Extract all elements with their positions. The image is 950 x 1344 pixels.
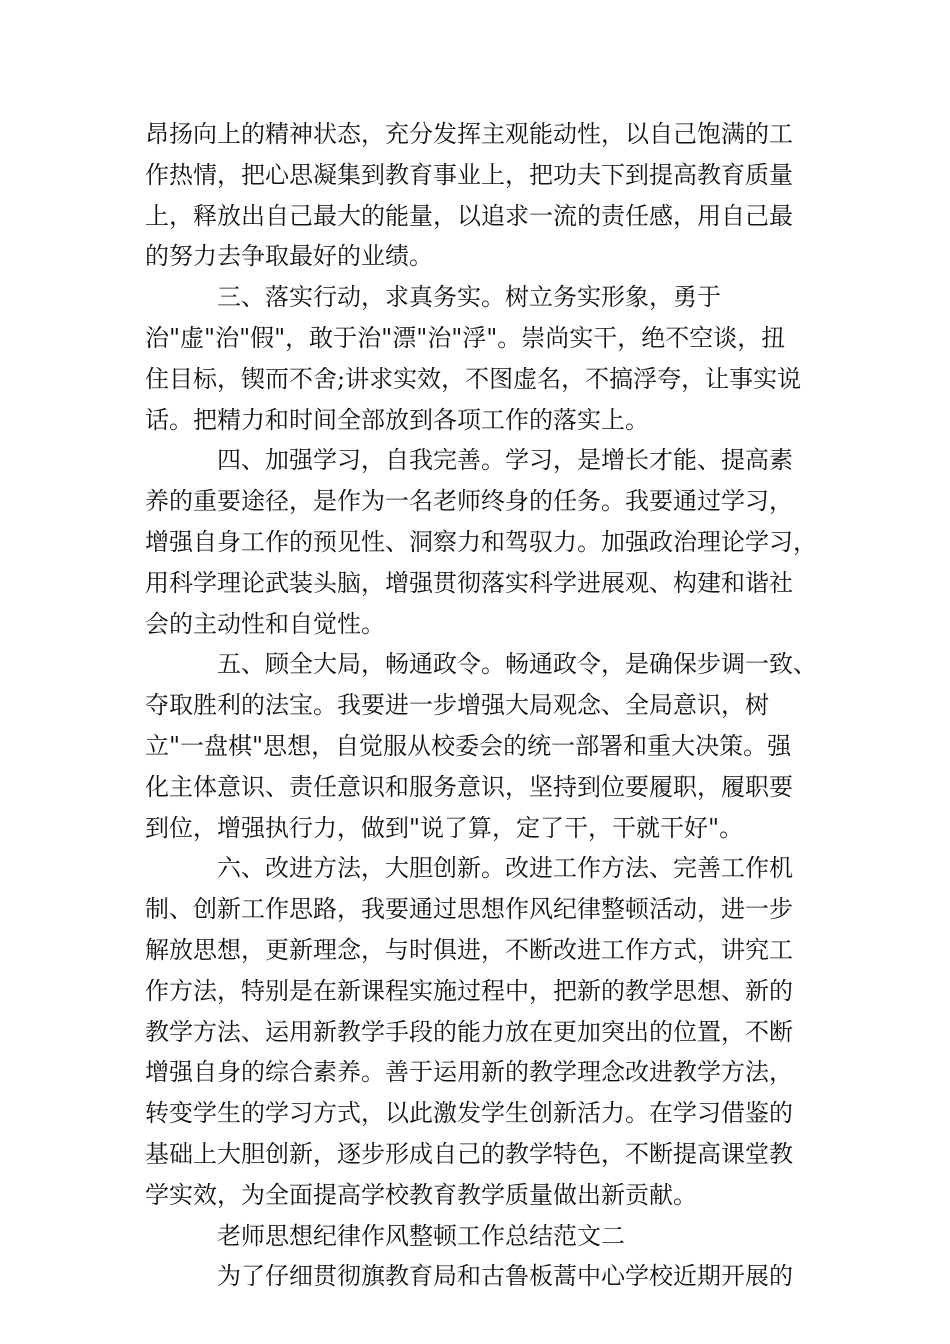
paragraph-line: 会的主动性和自觉性。 — [145, 609, 385, 638]
paragraph-line: 学实效，为全面提高学校教育教学质量做出新贡献。 — [145, 1180, 697, 1209]
paragraph-line: 增强自身的综合素养。善于运用新的教学理念改进教学方法， — [145, 1058, 793, 1087]
paragraph-line: 四、加强学习，自我完善。学习，是增长才能、提高素 — [217, 446, 793, 475]
document-body — [145, 114, 817, 1297]
paragraph-line: 教学方法、运用新教学手段的能力放在更加突出的位置，不断 — [145, 1017, 793, 1046]
paragraph-line: 增强自身工作的预见性、洞察力和驾驭力。加强政治理论学习， — [145, 527, 817, 556]
paragraph-line: 转变学生的学习方式，以此激发学生创新活力。在学习借鉴的 — [145, 1099, 793, 1128]
paragraph-line: 昂扬向上的精神状态，充分发挥主观能动性，以自己饱满的工 — [145, 120, 793, 148]
paragraph-line: 基础上大胆创新，逐步形成自己的教学特色，不断提高课堂教 — [145, 1139, 793, 1168]
paragraph-line: 五、顾全大局，畅通政令。畅通政令，是确保步调一致、 — [217, 650, 817, 679]
section-heading: 老师思想纪律作风整顿工作总结范文二 — [217, 1221, 625, 1250]
paragraph-line: 夺取胜利的法宝。我要进一步增强大局观念、全局意识，树 — [145, 691, 769, 720]
paragraph-line: 上，释放出自己最大的能量，以追求一流的责任感，用自己最 — [145, 201, 793, 230]
paragraph-line: 化主体意识、责任意识和服务意识，坚持到位要履职，履职要 — [145, 772, 793, 801]
paragraph-line: 治"虚"治"假"，敢于治"漂"治"浮"。崇尚实干，绝不空谈，扭 — [145, 323, 786, 352]
paragraph-line: 三、落实行动，求真务实。树立务实形象，勇于 — [217, 283, 721, 312]
paragraph-line: 养的重要途径，是作为一名老师终身的任务。我要通过学习， — [145, 487, 793, 516]
paragraph-line: 的努力去争取最好的业绩。 — [145, 242, 433, 271]
paragraph-line: 用科学理论武装头脑，增强贯彻落实科学进展观、构建和谐社 — [145, 568, 793, 597]
paragraph-line: 解放思想，更新理念，与时俱进，不断改进工作方式，讲究工 — [145, 935, 793, 964]
paragraph-line: 到位，增强执行力，做到"说了算，定了干，干就干好"。 — [145, 813, 744, 842]
paragraph-line: 立"一盘棋"思想，自觉服从校委会的统一部署和重大决策。强 — [145, 731, 792, 760]
paragraph-line: 话。把精力和时间全部放到各项工作的落实上。 — [145, 405, 649, 434]
paragraph-line: 作方法，特别是在新课程实施过程中，把新的教学思想、新的 — [145, 976, 793, 1005]
paragraph-line: 住目标，锲而不舍;讲求实效，不图虚名，不搞浮夸，让事实说 — [145, 364, 802, 393]
paragraph-line: 作热情，把心思凝集到教育事业上，把功夫下到提高教育质量 — [145, 160, 793, 189]
paragraph-line: 为了仔细贯彻旗教育局和古鲁板蒿中心学校近期开展的 — [217, 1262, 793, 1291]
paragraph-line: 制、创新工作思路，我要通过思想作风纪律整顿活动，进一步 — [145, 895, 793, 924]
paragraph-line: 六、改进方法，大胆创新。改进工作方法、完善工作机 — [217, 854, 793, 883]
